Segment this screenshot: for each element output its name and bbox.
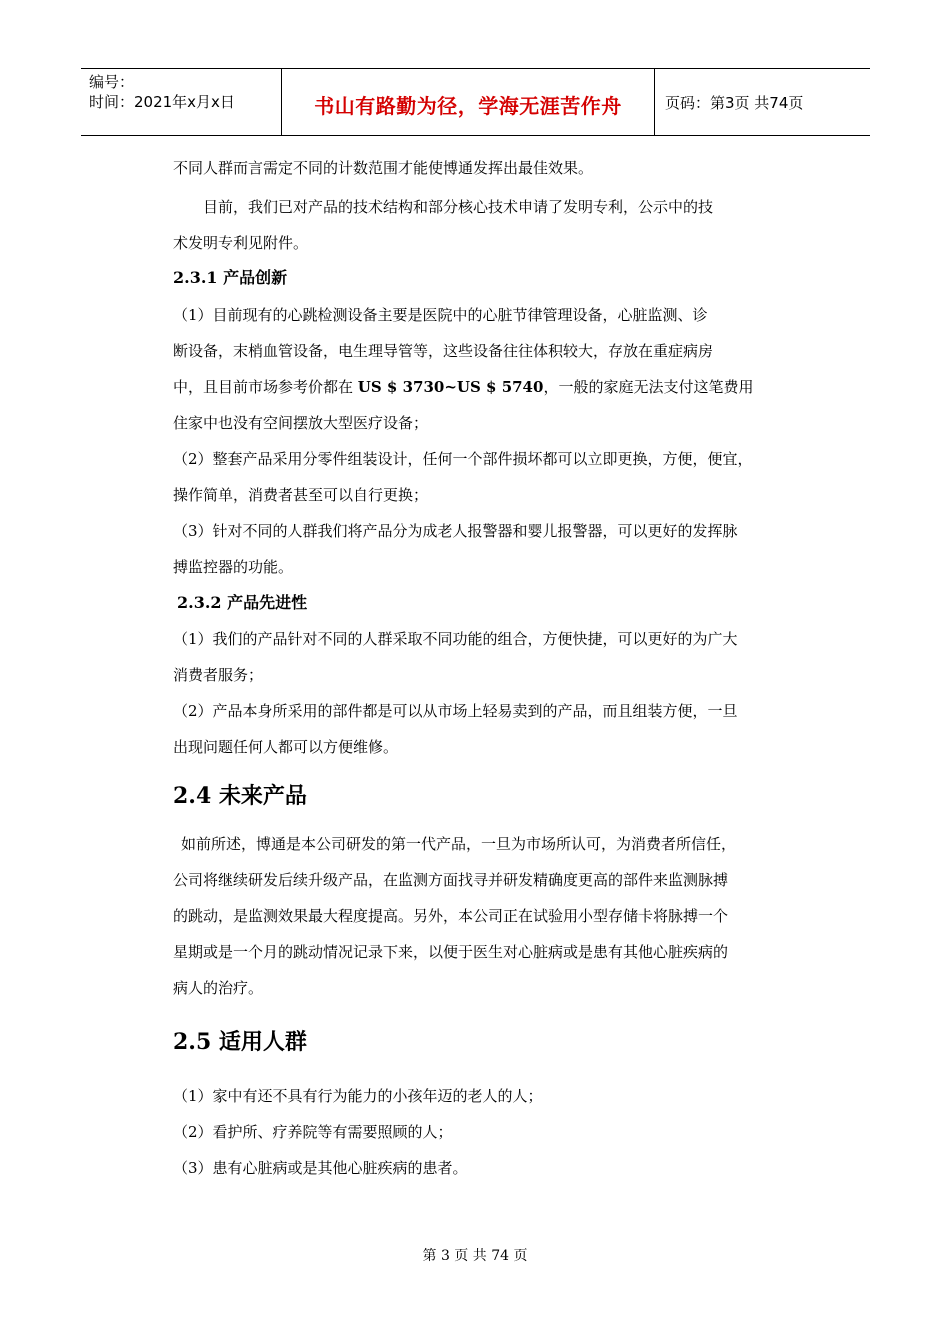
paragraph-line: 如前所述，博通是本公司研发的第一代产品，一旦为市场所认可，为消费者所信任， <box>181 835 737 853</box>
section-continued-text <box>173 150 793 261</box>
paragraph-line: 术发明专利见附件。 <box>173 234 309 252</box>
section-2-3-2 <box>173 585 793 765</box>
document-number-label: 编号： <box>89 73 135 91</box>
paragraph-line: 病人的治疗。 <box>173 979 264 997</box>
list-item-line: （1）目前现有的心跳检测设备主要是医院中的心脏节律管理设备，心脏监测、诊 <box>173 306 708 324</box>
list-item-line: （1）我们的产品针对不同的人群采取不同功能的组合，方便快捷，可以更好的为广大 <box>173 630 738 648</box>
header-meta <box>81 69 282 135</box>
header-motto-cell <box>282 69 655 135</box>
list-item-line: 搏监控器的功能。 <box>173 558 294 576</box>
list-item-line: 出现问题任何人都可以方便维修。 <box>173 738 399 756</box>
list-item-line: （3）患有心脏病或是其他心脏疾病的患者。 <box>173 1159 468 1177</box>
heading-2-4: 2.4 未来产品 <box>173 783 307 809</box>
section-2-5 <box>173 1022 793 1186</box>
paragraph-line: 的跳动，是监测效果最大程度提高。另外，本公司正在试验用小型存储卡将脉搏一个 <box>173 907 729 925</box>
header-motto: 书山有路勤为径，学海无涯苦作舟 <box>314 93 622 118</box>
list-item-line: 中，且目前市场参考价都在 US $ 3730~US $ 5740，一般的家庭无法支付这笔费用 <box>173 378 754 396</box>
paragraph-line: 公司将继续研发后续升级产品，在监测方面找寻并研发精确度更高的部件来监测脉搏 <box>173 871 729 889</box>
list-item-line: （2）产品本身所采用的部件都是可以从市场上轻易卖到的产品，而且组装方便，一旦 <box>173 702 738 720</box>
list-item-line: （1）家中有还不具有行为能力的小孩年迈的老人的人； <box>173 1087 543 1105</box>
list-item-line: 断设备，末梢血管设备，电生理导管等，这些设备往往体积较大，存放在重症病房 <box>173 342 714 360</box>
section-2-3-1 <box>173 260 793 585</box>
paragraph-line: 星期或是一个月的跳动情况记录下来，以便于医生对心脏病或是患有其他心脏疾病的 <box>173 943 729 961</box>
price-range: US $ 3730~US $ 5740 <box>357 378 544 396</box>
heading-2-3-1: 2.3.1 产品创新 <box>173 268 288 287</box>
page-header <box>81 68 870 136</box>
header-page-info: 页码：第3页 共74页 <box>665 93 804 112</box>
page-footer: 第 3 页 共 74 页 <box>422 1248 528 1264</box>
list-item-line: （3）针对不同的人群我们将产品分为成老人报警器和婴儿报警器，可以更好的发挥脉 <box>173 522 738 540</box>
section-2-4 <box>173 776 793 1006</box>
document-time-label: 时间：2021年x月x日 <box>89 93 235 111</box>
list-item-line: 消费者服务； <box>173 666 264 684</box>
paragraph-line: 不同人群而言需定不同的计数范围才能使博通发挥出最佳效果。 <box>173 159 594 177</box>
list-item-line: 住家中也没有空间摆放大型医疗设备； <box>173 414 429 432</box>
paragraph-line: 目前，我们已对产品的技术结构和部分核心技术申请了发明专利，公示中的技 <box>203 198 714 216</box>
list-item-line: （2）看护所、疗养院等有需要照顾的人； <box>173 1123 453 1141</box>
list-item-line: 操作简单，消费者甚至可以自行更换； <box>173 486 429 504</box>
heading-2-5: 2.5 适用人群 <box>173 1029 307 1055</box>
list-item-line: （2）整套产品采用分零件组装设计，任何一个部件损坏都可以立即更换，方便，便宜， <box>173 450 753 468</box>
heading-2-3-2: 2.3.2 产品先进性 <box>177 593 308 612</box>
